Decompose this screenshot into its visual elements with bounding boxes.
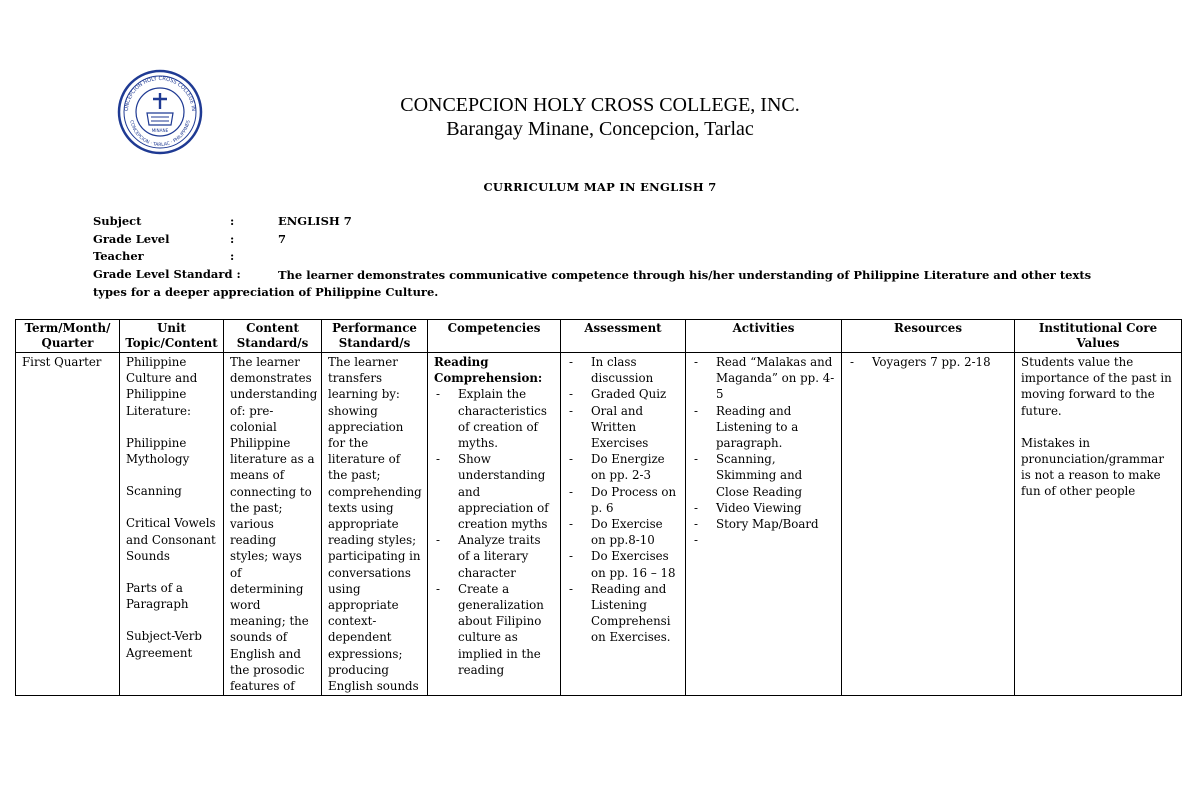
- cell-resources: [842, 353, 1015, 696]
- list-item: - Do Exercises on pp. 16 – 18: [567, 548, 679, 580]
- list-item: - Voyagers 7 pp. 2-18: [848, 354, 1008, 370]
- list-item: - Scanning, Skimming and Close Reading: [692, 451, 835, 500]
- core-value-paragraph: Students value the importance of the past in moving forward to the future.: [1021, 355, 1172, 418]
- list-item: - Reading and Listening to a paragraph.: [692, 403, 835, 452]
- list-item: - Create a generalization about Filipino culture as implied in the reading: [434, 581, 554, 678]
- subject-value: ENGLISH 7: [278, 214, 352, 228]
- list-item: - Reading and Listening Comprehensi on Exercises.: [567, 581, 679, 646]
- colon: :: [230, 249, 235, 263]
- header-term: Term/Month/ Quarter: [16, 320, 120, 353]
- cell-performance-standard: The learner transfers learning by: showing appreciation for the literature of the past; comprehending texts using appropriate reading styles; participating in conversations using appropriate context-dependent expressions; producing English sounds: [322, 353, 428, 696]
- list-item: - Do Energize on pp. 2-3: [567, 451, 679, 483]
- unit-topic: Subject-Verb Agreement: [126, 629, 202, 660]
- grade-level-value: 7: [278, 231, 287, 246]
- grade-level-standard-row: [93, 267, 1123, 302]
- school-header: [0, 93, 1200, 141]
- header-resources: Resources: [842, 320, 1015, 353]
- teacher-row: [93, 249, 1123, 267]
- list-item: - Show understanding and appreciation of creation myths: [434, 451, 554, 532]
- unit-topic: Parts of a Paragraph: [126, 581, 189, 612]
- cell-unit-topics: [120, 353, 224, 696]
- list-item: - Analyze traits of a literary character: [434, 532, 554, 581]
- subject-label: Subject: [93, 214, 142, 228]
- table-row: [16, 353, 1182, 696]
- cell-content-standard: The learner demonstrates understanding of: pre-colonial Philippine literature as a means of connecting to the past; various reading styles; ways of determining word meaning; the sounds of English and the prosodic features of: [224, 353, 322, 696]
- unit-topic: Philippine Culture and Philippine Literature:: [126, 355, 198, 418]
- header-assessment: Assessment: [561, 320, 686, 353]
- list-item: - Video Viewing: [692, 500, 835, 516]
- list-item: - Explain the characteristics of creation of myths.: [434, 386, 554, 451]
- school-name: CONCEPCION HOLY CROSS COLLEGE, INC.: [400, 94, 800, 116]
- svg-text:CONCEPCION HOLY CROSS COLLEGE: ONCEPCION HOLY CROSS COLLEGE IN: [123, 75, 197, 112]
- list-item: - Do Process on p. 6: [567, 484, 679, 516]
- header-core-values: Institutional Core Values: [1015, 320, 1182, 353]
- curriculum-map-table: [15, 319, 1182, 696]
- school-address: Barangay Minane, Concepcion, Tarlac: [446, 118, 754, 140]
- cell-activities: [686, 353, 842, 696]
- header-content-standard: Content Standard/s: [224, 320, 322, 353]
- subject-row: [93, 214, 1123, 232]
- table-header-row: [16, 320, 1182, 353]
- list-item: - Do Exercise on pp.8-10: [567, 516, 679, 548]
- cell-assessment: [561, 353, 686, 696]
- list-item: - Read “Malakas and Maganda” on pp. 4-5: [692, 354, 835, 403]
- svg-text:CONCEPCION · TARLAC · PHILIPPI: CONCEPCION · TARLAC · PHILIPPINES: [128, 119, 192, 149]
- competencies-title: Reading Comprehension:: [434, 355, 543, 386]
- cell-core-values: [1015, 353, 1182, 696]
- unit-topic: Scanning: [126, 484, 182, 499]
- header-unit: Unit Topic/Content: [120, 320, 224, 353]
- list-item: - Oral and Written Exercises: [567, 403, 679, 452]
- list-item: - Story Map/Board: [692, 516, 835, 532]
- grade-level-standard-label: Grade Level Standard :: [93, 266, 241, 281]
- unit-topic: Critical Vowels and Consonant Sounds: [126, 516, 216, 563]
- colon: :: [230, 214, 235, 228]
- list-item: - In class discussion: [567, 354, 679, 386]
- cell-competencies: [428, 353, 561, 696]
- teacher-label: Teacher: [93, 249, 144, 263]
- list-item: - Graded Quiz: [567, 386, 679, 402]
- grade-level-label: Grade Level: [93, 231, 170, 246]
- grade-level-standard-value: The learner demonstrates communicative competence through his/her understanding of Philippine Literature and other texts types for a deeper appreciation of Philippine Culture.: [93, 267, 1092, 299]
- header-performance-standard: Performance Standard/s: [322, 320, 428, 353]
- grade-level-row: [93, 232, 1123, 250]
- cell-term: First Quarter: [16, 353, 120, 696]
- unit-topic: Philippine Mythology: [126, 435, 190, 467]
- header-activities: Activities: [686, 320, 842, 353]
- header-competencies: Competencies: [428, 320, 561, 353]
- colon: :: [230, 231, 235, 246]
- document-title: CURRICULUM MAP IN ENGLISH 7: [483, 180, 717, 194]
- course-meta: [93, 214, 1123, 302]
- svg-text:MINANE: MINANE: [151, 128, 169, 133]
- core-value-paragraph: Mistakes in pronunciation/grammar is not a reason to make fun of other people: [1021, 435, 1164, 499]
